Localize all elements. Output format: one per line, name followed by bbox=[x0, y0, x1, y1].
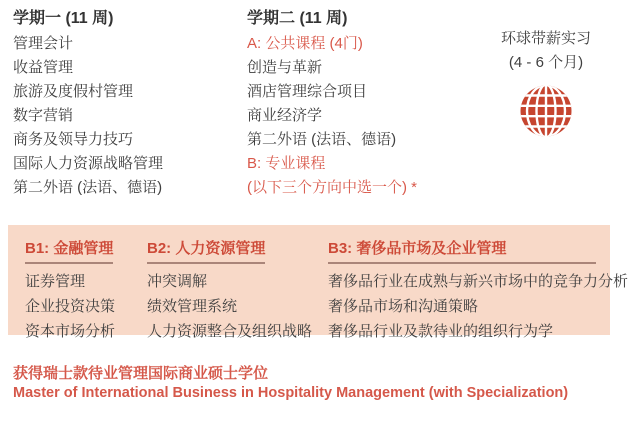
course-item: 绩效管理系统 bbox=[147, 298, 238, 315]
section-b-note: (以下三个方向中选一个) * bbox=[247, 179, 417, 196]
course-item: 企业投资决策 bbox=[25, 298, 116, 315]
degree-title-english: Master of International Business in Hospitality Management (with Specialization) bbox=[13, 385, 569, 401]
course-item: 奢侈品行业在成熟与新兴市场中的竞争力分析 bbox=[328, 273, 628, 290]
course-item: 资本市场分析 bbox=[25, 323, 116, 340]
specialization-b2 bbox=[147, 237, 312, 344]
specialization-b3 bbox=[328, 237, 628, 344]
semester2-column bbox=[247, 6, 417, 200]
semester1-title: 学期一 (11 周) bbox=[13, 10, 114, 27]
course-item: 商务及领导力技巧 bbox=[13, 131, 134, 148]
course-item: 冲突调解 bbox=[147, 273, 208, 290]
specialization-b2-title: B2: 人力资源管理 bbox=[147, 237, 265, 264]
course-item: 数字营销 bbox=[13, 107, 74, 124]
specialization-b3-title: B3: 奢侈品市场及企业管理 bbox=[328, 237, 596, 264]
course-item: 旅游及度假村管理 bbox=[13, 83, 134, 100]
section-b-label: B: 专业课程 bbox=[247, 155, 326, 172]
course-item: 收益管理 bbox=[13, 59, 74, 76]
course-item: 创造与革新 bbox=[247, 59, 323, 76]
course-item: 人力资源整合及组织战略 bbox=[147, 323, 313, 340]
internship-duration: (4 - 6 个月) bbox=[508, 54, 584, 71]
section-a-label: A: 公共课程 (4门) bbox=[247, 35, 363, 52]
specializations-panel bbox=[8, 225, 628, 340]
course-item: 证券管理 bbox=[25, 273, 86, 290]
course-item: 第二外语 (法语、德语) bbox=[13, 179, 163, 196]
internship-column bbox=[488, 27, 604, 146]
semester1-column bbox=[13, 6, 163, 200]
course-item: 商业经济学 bbox=[247, 107, 323, 124]
course-item: 管理会计 bbox=[13, 35, 74, 52]
specialization-b1-title: B1: 金融管理 bbox=[25, 237, 113, 264]
course-item: 酒店管理综合项目 bbox=[247, 83, 368, 100]
course-item: 第二外语 (法语、德语) bbox=[247, 131, 397, 148]
course-item: 奢侈品市场和沟通策略 bbox=[328, 298, 479, 315]
course-item: 奢侈品行业及款待业的组织行为学 bbox=[328, 323, 554, 340]
specialization-b1 bbox=[25, 237, 115, 344]
semester2-title: 学期二 (11 周) bbox=[247, 10, 348, 27]
degree-title-chinese: 获得瑞士款待业管理国际商业硕士学位 bbox=[13, 365, 269, 382]
course-item: 国际人力资源战略管理 bbox=[13, 155, 164, 172]
internship-title: 环球带薪实习 bbox=[500, 30, 591, 47]
globe-icon bbox=[488, 84, 604, 146]
